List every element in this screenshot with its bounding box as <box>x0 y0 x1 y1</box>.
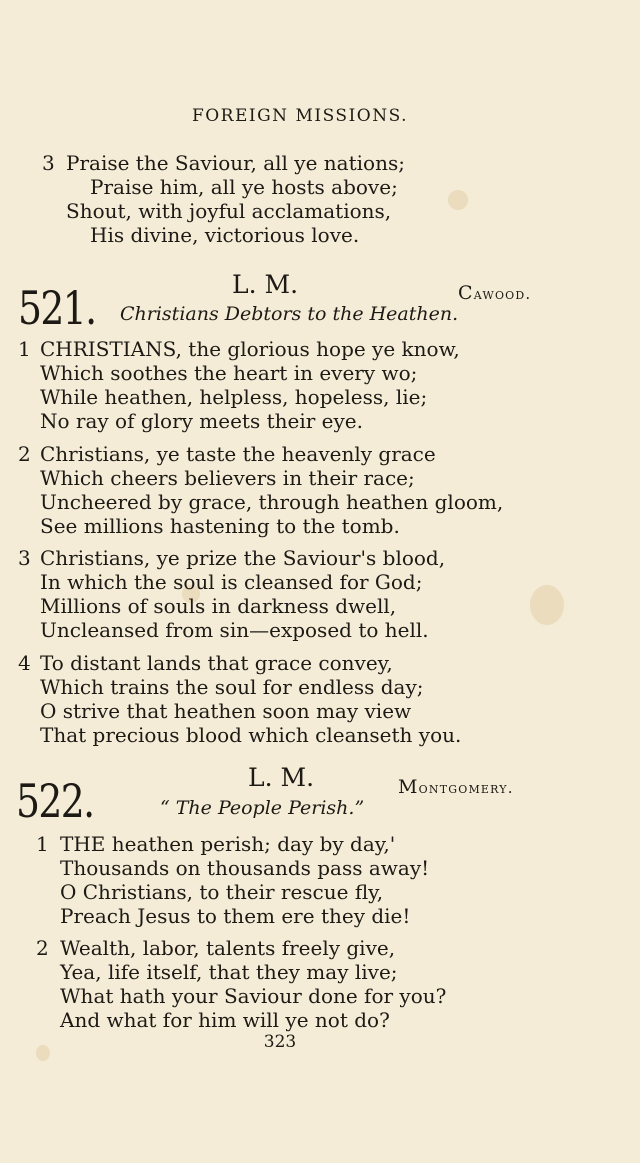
hymn-subtitle: “ The People Perish.” <box>160 797 365 819</box>
verse-line: Shout, with joyful acclamations, <box>66 199 392 223</box>
stanza-number: 2 <box>36 936 49 960</box>
verse-line: See millions hastening to the tomb. <box>40 514 400 538</box>
paper-stain <box>530 585 564 625</box>
verse-line: That precious blood which cleanseth you. <box>40 723 462 747</box>
hymn-number: 522. <box>16 774 94 828</box>
stanza-number: 1 <box>18 337 31 361</box>
stanza-number: 2 <box>18 442 31 466</box>
verse-line: Uncheered by grace, through heathen gloom, <box>40 490 504 514</box>
page-number: 323 <box>263 1032 297 1052</box>
stanza-number: 1 <box>36 832 49 856</box>
verse-line: O strive that heathen soon may view <box>40 699 412 723</box>
verse-line: Which trains the soul for endless day; <box>40 675 424 699</box>
verse-line: While heathen, helpless, hopeless, lie; <box>40 385 428 409</box>
hymn-subtitle: Christians Debtors to the Heathen. <box>120 303 459 325</box>
verse-line: Wealth, labor, talents freely give, <box>60 936 396 960</box>
verse-line: CHRISTIANS, the glorious hope ye know, <box>40 337 460 361</box>
verse-line: And what for him will ye not do? <box>60 1008 390 1032</box>
verse-line: No ray of glory meets their eye. <box>40 409 363 433</box>
stanza-number: 4 <box>18 651 31 675</box>
verse-line: Uncleansed from sin—exposed to hell. <box>40 618 429 642</box>
verse-line: Which cheers believers in their race; <box>40 466 415 490</box>
verse-line: Christians, ye taste the heavenly grace <box>40 442 436 466</box>
hymn-number: 521. <box>18 281 96 335</box>
verse-line: Thousands on thousands pass away! <box>60 856 430 880</box>
verse-line: To distant lands that grace convey, <box>40 651 393 675</box>
verse-line: Yea, life itself, that they may live; <box>60 960 398 984</box>
tune-name: Cawood. <box>458 282 532 304</box>
verse-line: His divine, victorious love. <box>90 223 360 247</box>
stanza-number: 3 <box>42 151 55 175</box>
verse-line: Praise the Saviour, all ye nations; <box>66 151 405 175</box>
paper-stain <box>448 190 468 210</box>
verse-line: Praise him, all ye hosts above; <box>90 175 398 199</box>
verse-line: Millions of souls in darkness dwell, <box>40 594 397 618</box>
hymn-meter: L. M. <box>232 270 299 299</box>
verse-line: Preach Jesus to them ere they die! <box>60 904 411 928</box>
verse-line: O Christians, to their rescue fly, <box>60 880 384 904</box>
running-head: FOREIGN MISSIONS. <box>191 106 409 126</box>
verse-line: In which the soul is cleansed for God; <box>40 570 423 594</box>
tune-name: Montgomery. <box>398 776 514 798</box>
verse-line: What hath your Saviour done for you? <box>60 984 447 1008</box>
verse-line: THE heathen perish; day by day,' <box>60 832 396 856</box>
verse-line: Christians, ye prize the Saviour's blood, <box>40 546 446 570</box>
stanza-number: 3 <box>18 546 31 570</box>
verse-line: Which soothes the heart in every wo; <box>40 361 418 385</box>
hymn-meter: L. M. <box>248 763 315 792</box>
